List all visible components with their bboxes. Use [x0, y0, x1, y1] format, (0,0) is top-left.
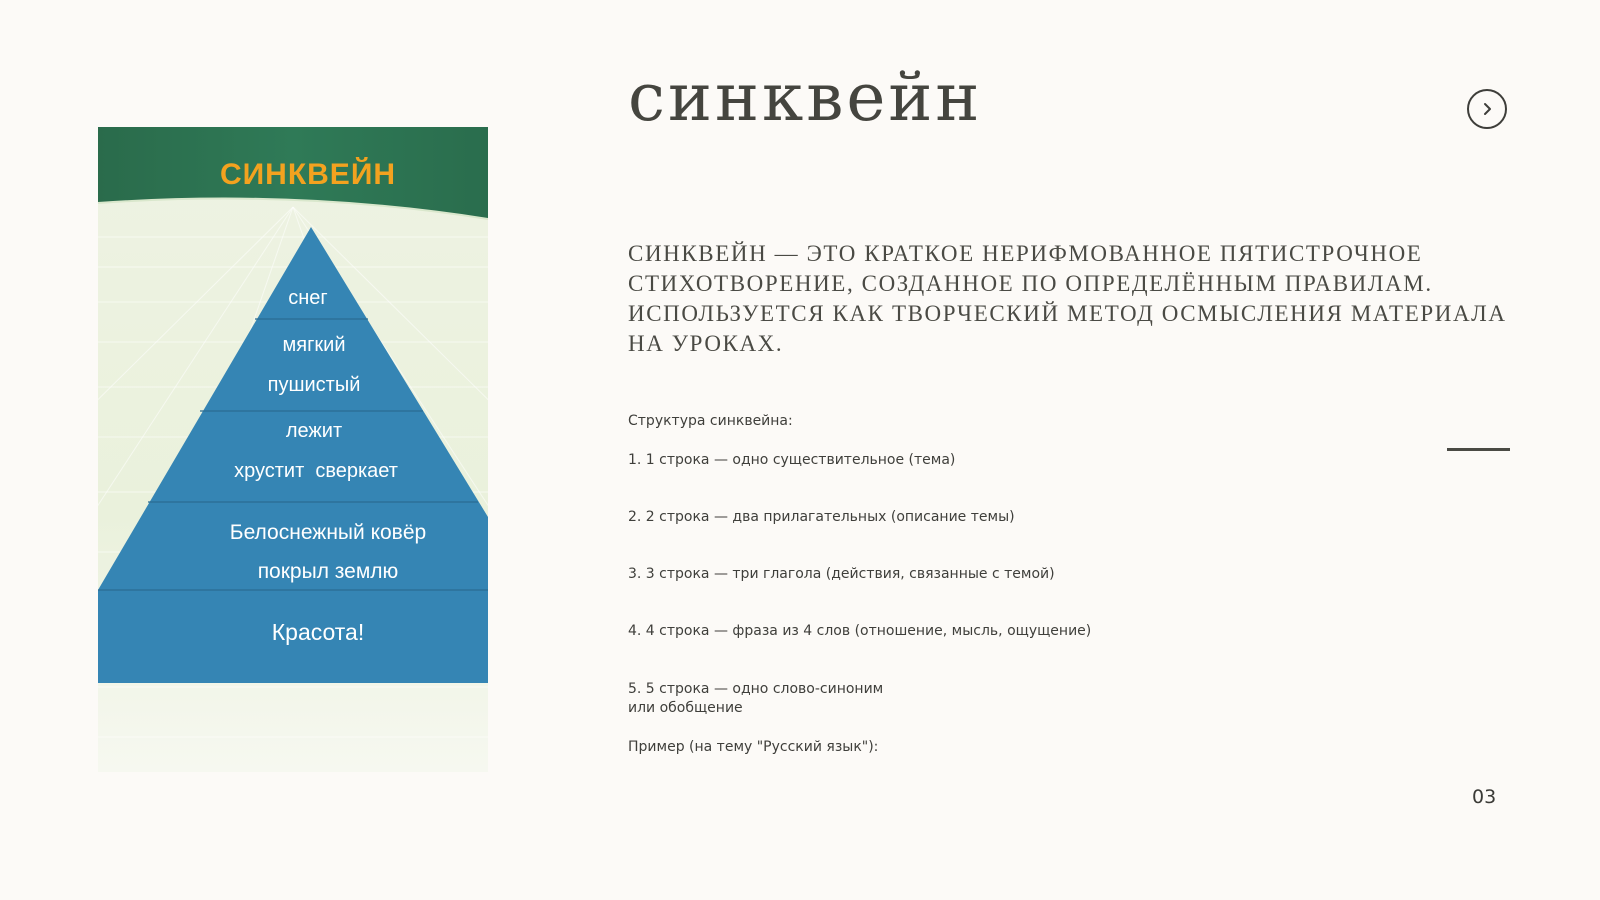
structure-step: 1. 1 строка — одно существительное (тема) [628, 452, 956, 468]
pyramid-line-3b: хрустит сверкает [234, 460, 398, 482]
structure-step: 5. 5 строка — одно слово-синоним или обобщение [628, 681, 884, 716]
pyramid-line-2a: мягкий [282, 334, 346, 356]
structure-heading: Структура синквейна: [628, 413, 793, 429]
pyramid-line-5: Красота! [271, 619, 365, 645]
pyramid-line-2b: пушистый [267, 374, 361, 396]
cinquain-pyramid-image [98, 127, 488, 772]
structure-step: 4. 4 строка — фраза из 4 слов (отношение, мысль, ощущение) [628, 623, 1092, 639]
divider [1447, 448, 1510, 451]
pyramid-line-4b: покрыл землю [257, 560, 399, 583]
pyramid-line-1: снег [288, 287, 328, 309]
pyramid-line-4a: Белоснежный ковёр [229, 521, 427, 544]
definition-text: СИНКВЕЙН — ЭТО КРАТКОЕ НЕРИФМОВАННОЕ ПЯТИСТРОЧНОЕ СТИХОТВОРЕНИЕ, СОЗДАННОЕ ПО ОПРЕДЕЛЁННЫМ ПРАВИЛАМ. ИСПОЛЬЗУЕТСЯ КАК ТВОРЧЕСКИЙ МЕТОД ОСМЫСЛЕНИЯ МАТЕРИАЛА НА УРОКАХ. [628, 241, 1507, 356]
pyramid-line-3a: лежит [285, 420, 343, 442]
page-title: синквейн [628, 59, 983, 136]
example-label: Пример (на тему "Русский язык"): [628, 739, 879, 755]
chevron-right-icon [1479, 101, 1495, 117]
structure-step: 3. 3 строка — три глагола (действия, связанные с темой) [628, 566, 1055, 582]
structure-step: 2. 2 строка — два прилагательных (описание темы) [628, 509, 1015, 525]
image-title: СИНКВЕЙН [219, 158, 397, 191]
next-slide-button[interactable] [1467, 89, 1507, 129]
page-number: 03 [1472, 786, 1497, 808]
